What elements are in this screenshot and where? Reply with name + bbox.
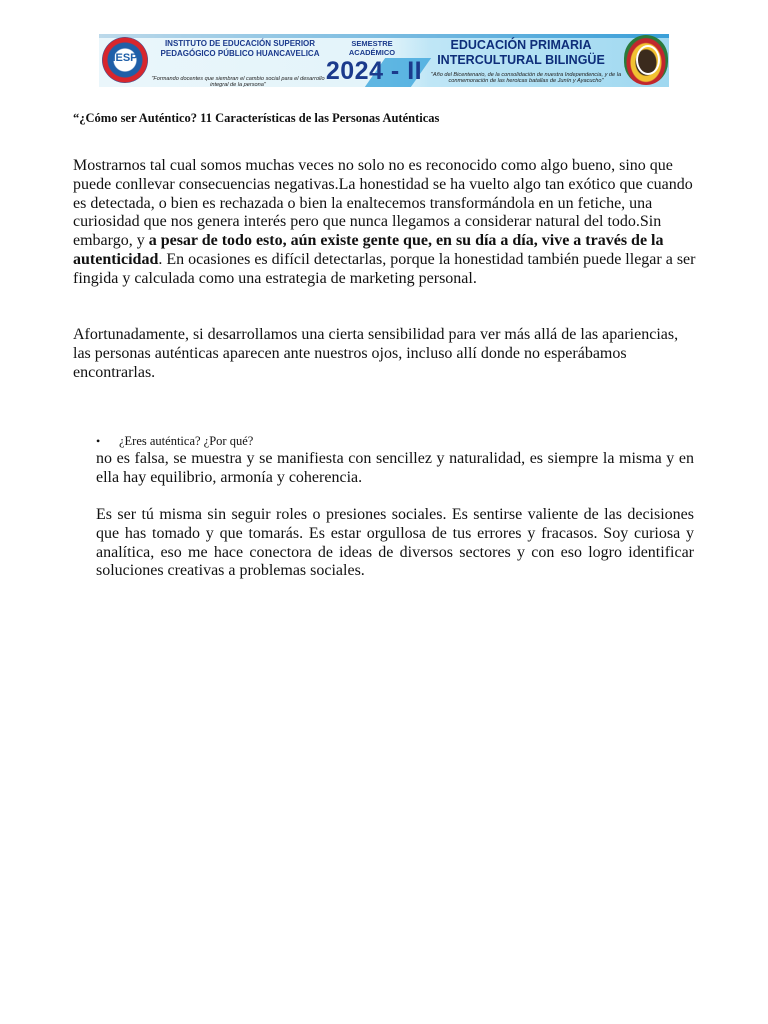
answer-paragraph-1: no es falsa, se muestra y se manifiesta con sencillez y naturalidad, es siempre la misma y en ella hay equilibrio, armonía y coherencia. [96, 450, 694, 486]
program-emblem-icon [624, 35, 668, 85]
second-paragraph: Afortunadamente, si desarrollamos una cierta sensibilidad para ver más allá de las apariencias, las personas auténticas aparecen ante nuestros ojos, incluso allí donde no esperábamos encontrarlas. [73, 326, 679, 381]
intro-paragraph [73, 157, 698, 289]
institution-motto: "Formando docentes que siembran el cambio social para el desarrollo integral de la persona" [151, 76, 325, 87]
program-name: EDUCACIÓN PRIMARIA INTERCULTURAL BILINGÜE [437, 38, 605, 67]
answer-paragraph-2: Es ser tú misma sin seguir roles o presiones sociales. Es sentirse valiente de las decisiones que has tomado y que tomarás. Es estar orgullosa de tus errores y fracasos. Soy curiosa y analítica, eso me hace conectora de ideas de diversos sectores y con eso logro identificar soluciones creativas a problemas sociales. [96, 506, 694, 580]
intro-text-start: Mostrarnos tal cual somos muchas veces no solo no es reconocido como algo bueno, sino que puede conllevar consecuencias negativas.La honestidad se ha vuelto algo tan exótico que cuando es detectada, o bien es rechazada o bien la enaltecemos transformándola en un fetiche, una curiosidad que nos genera interés pero que nunca llegamos a considerar natural del todo.Sin embargo, y [73, 157, 693, 250]
institution-logo-initials: IESP [112, 52, 138, 64]
institution-name: INSTITUTO DE EDUCACIÓN SUPERIOR PEDAGÓGICO PÚBLICO HUANCAVELICA [160, 39, 320, 58]
institution-logo-icon [102, 37, 148, 83]
question-text: ¿Eres auténtica? ¿Por qué? [119, 434, 254, 448]
emblem-ring [636, 45, 660, 75]
bicentennial-slogan: "Año del Bicentenario, de la consolidación de nuestra Independencia, y de la conmemoración de las heroicas batallas de Junín y Ayacucho" [430, 72, 622, 85]
document-subtitle: “¿Cómo ser Auténtico? 11 Características de las Personas Auténticas [73, 111, 440, 125]
header-banner [99, 34, 669, 87]
intro-text-bold: a pesar de todo esto, aún existe gente que, en su día a día, vive a través de la autenticidad [73, 232, 664, 268]
semester-label: SEMESTRE ACADÉMICO [348, 39, 396, 57]
bullet-icon: • [96, 434, 101, 448]
semester-year: 2024 - II [325, 57, 423, 85]
intro-text-end: . En ocasiones es difícil detectarlas, porque la honestidad también puede llegar a ser fingida y calculada como una estrategia de marketing personal. [73, 250, 696, 287]
